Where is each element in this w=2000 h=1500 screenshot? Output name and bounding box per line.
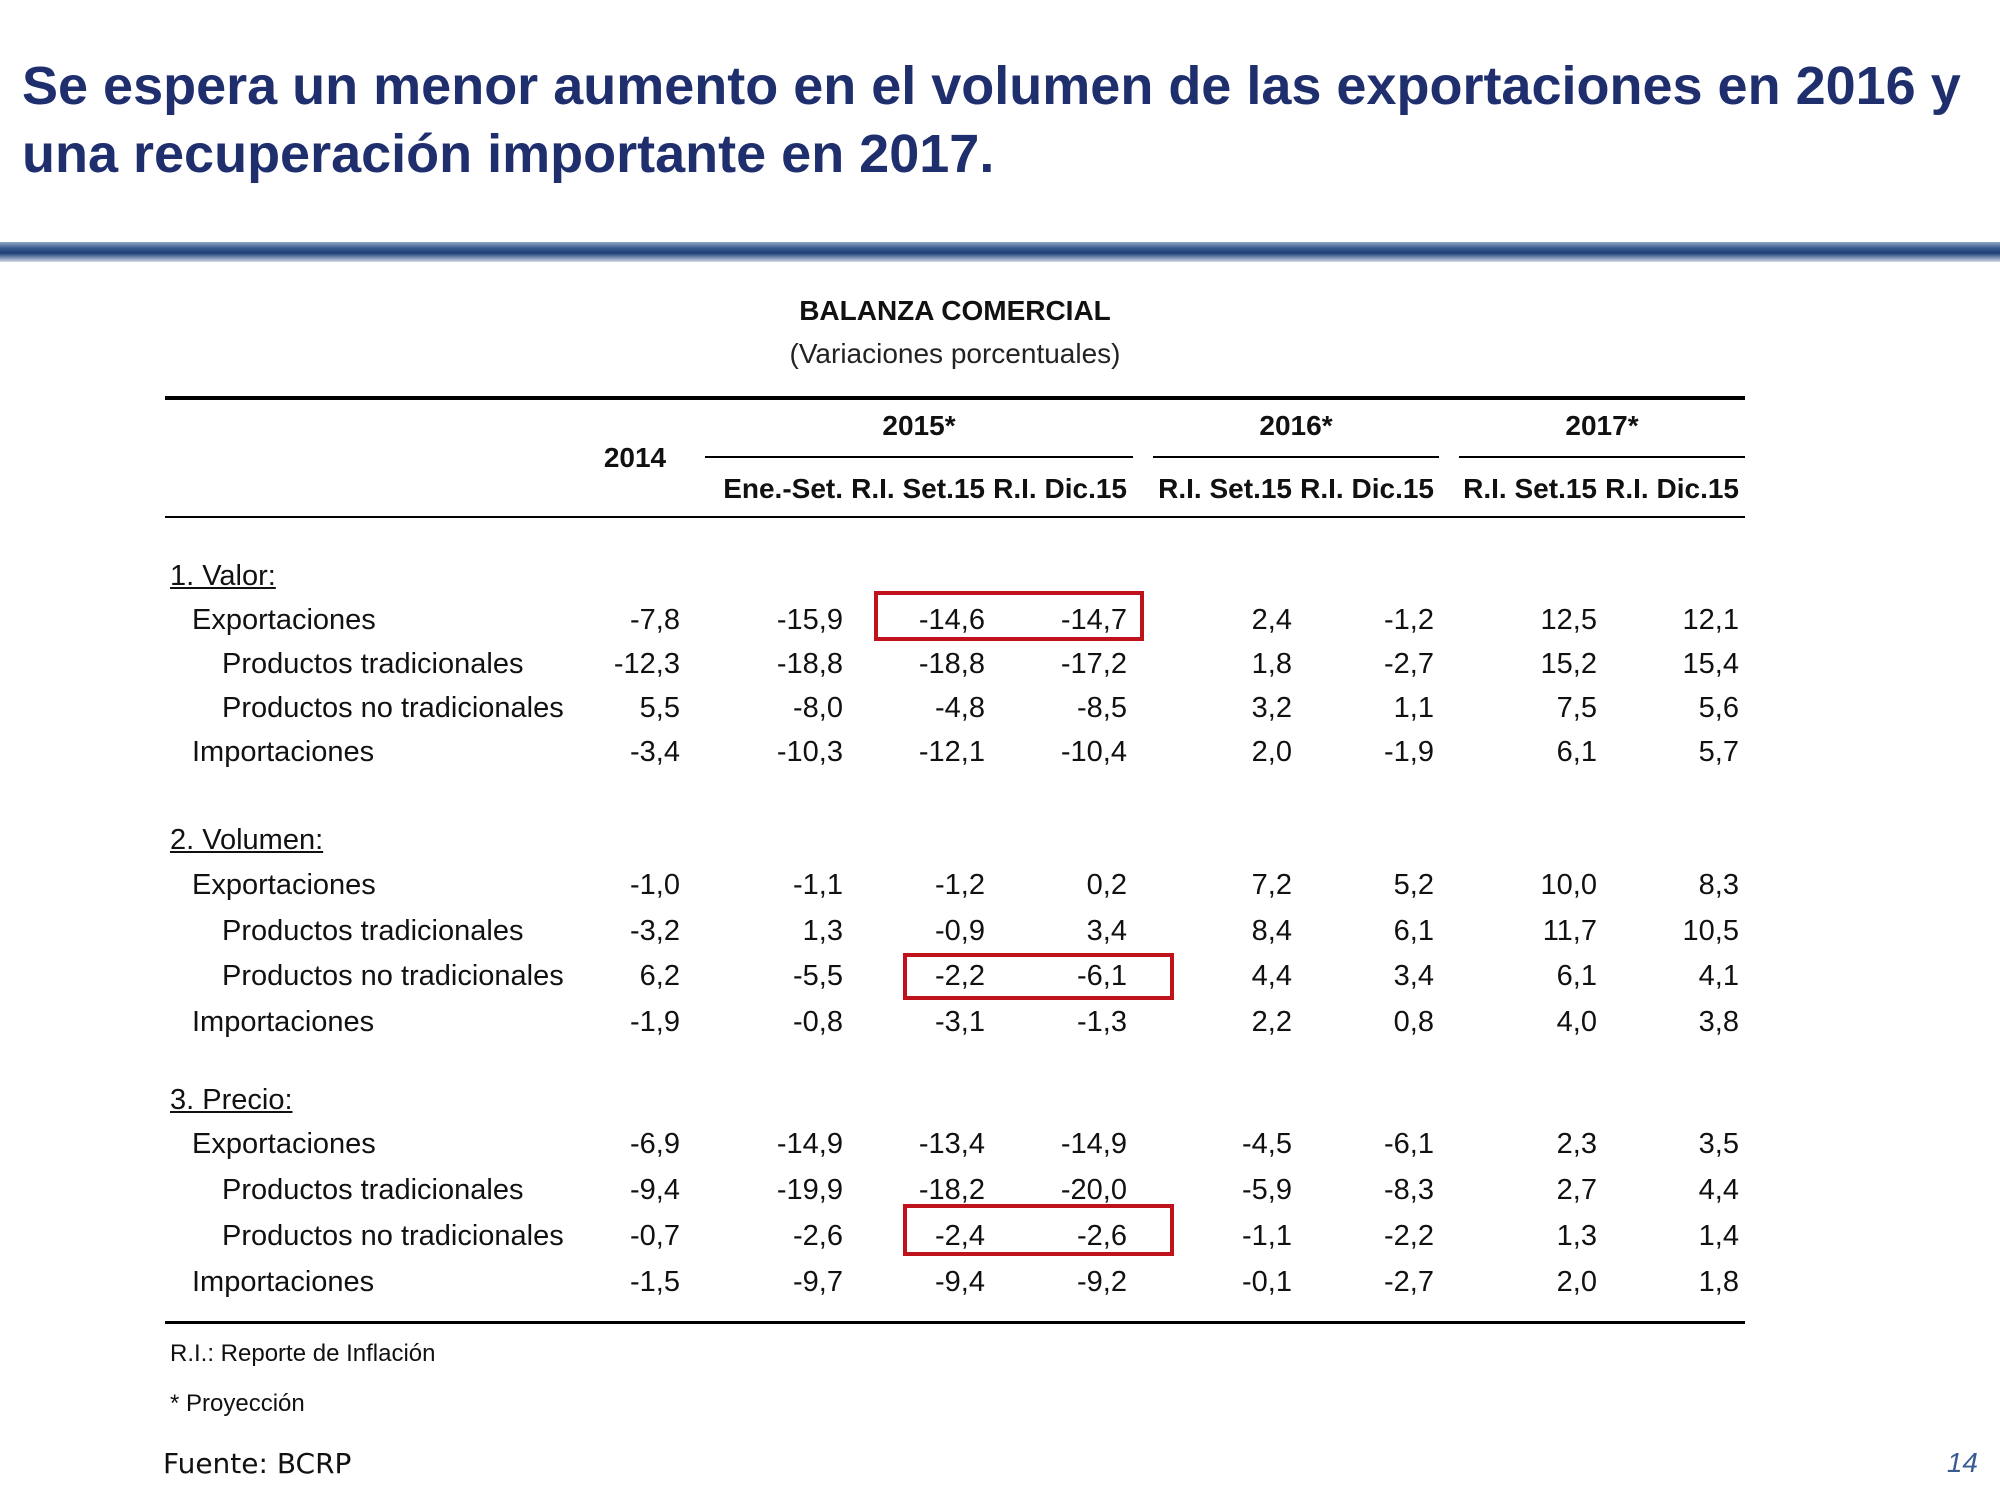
value-cell: -4,5	[1242, 1128, 1292, 1160]
value-cell: -0,1	[1242, 1266, 1292, 1298]
value-cell: -1,2	[935, 869, 985, 901]
row-label: Importaciones	[192, 1005, 375, 1038]
row-label: Productos no tradicionales	[222, 960, 564, 992]
value-cell: 2,2	[1251, 1005, 1292, 1038]
table-row	[0, 1002, 1760, 1042]
row-label: Importaciones	[192, 736, 375, 768]
value-cell: 15,2	[1540, 648, 1597, 680]
value-cell: 1,3	[1556, 1220, 1597, 1252]
table-bottom-rule	[165, 1321, 1745, 1324]
table-row	[0, 1170, 1760, 1210]
value-cell: 3,4	[1393, 960, 1434, 992]
value-cell: 6,1	[1393, 914, 1434, 947]
value-cell: 7,2	[1251, 869, 1292, 901]
value-cell: -5,9	[1242, 1174, 1292, 1206]
footnote-proyeccion: * Proyección	[170, 1390, 305, 1417]
value-cell: 2,0	[1556, 1266, 1597, 1298]
header-2015: 2015*	[882, 410, 956, 441]
value-cell: -14,7	[1060, 604, 1127, 636]
subheader-ri-set15-2016: R.I. Set.15	[1158, 473, 1292, 504]
row-label: Productos tradicionales	[222, 1174, 524, 1206]
value-cell: -1,1	[1242, 1220, 1292, 1252]
table-row	[0, 1124, 1760, 1164]
value-cell: -18,8	[918, 648, 985, 680]
value-cell: -20,0	[1060, 1174, 1127, 1206]
header-2016: 2016*	[1259, 410, 1333, 441]
value-cell: -0,8	[793, 1005, 843, 1038]
value-cell: -6,9	[630, 1128, 680, 1160]
row-label: Exportaciones	[192, 1128, 376, 1160]
value-cell: 7,5	[1556, 692, 1597, 724]
value-cell: 4,1	[1698, 960, 1739, 992]
value-cell: 1,3	[802, 914, 843, 947]
value-cell: 15,4	[1682, 648, 1739, 680]
value-cell: -0,9	[935, 914, 985, 947]
value-cell: -9,4	[630, 1174, 680, 1206]
value-cell: -10,3	[776, 736, 843, 768]
section-label: 3. Precio:	[170, 1084, 293, 1116]
value-cell: -1,1	[793, 869, 843, 901]
section-label: 2. Volumen:	[170, 824, 324, 856]
value-cell: 10,0	[1540, 869, 1597, 901]
value-cell: -14,9	[776, 1128, 843, 1160]
table-row	[0, 688, 1760, 728]
value-cell: -12,3	[613, 648, 680, 680]
value-cell: 6,1	[1556, 736, 1597, 768]
value-cell: -17,2	[1060, 648, 1127, 680]
table-row	[0, 1216, 1760, 1256]
subheader-ri-dic15-2017: R.I. Dic.15	[1605, 473, 1739, 504]
slide-title: Se espera un menor aumento en el volumen de las exportaciones en 2016 y una recuperación importante en 2017.	[22, 56, 1961, 184]
value-cell: -2,2	[935, 960, 985, 992]
group-rule-2016	[1153, 456, 1439, 458]
value-cell: -1,0	[630, 869, 680, 901]
highlight-box-precio-no-tradicionales	[903, 1204, 1174, 1256]
value-cell: 6,1	[1556, 960, 1597, 992]
value-cell: -13,4	[918, 1128, 985, 1160]
value-cell: -15,9	[776, 604, 843, 636]
table-row	[0, 1262, 1760, 1302]
row-label: Productos tradicionales	[222, 914, 524, 947]
value-cell: -3,2	[630, 914, 680, 947]
value-cell: -2,2	[1384, 1220, 1434, 1252]
source-note: Fuente: BCRP	[163, 1447, 352, 1480]
value-cell: 5,7	[1698, 736, 1739, 768]
value-cell: -8,0	[793, 692, 843, 724]
value-cell: -2,6	[1077, 1220, 1127, 1252]
value-cell: -7,8	[630, 604, 680, 636]
row-label: Productos no tradicionales	[222, 692, 564, 724]
value-cell: -8,3	[1384, 1174, 1434, 1206]
subheader-ri-set15-2015: R.I. Set.15	[851, 473, 985, 504]
value-cell: 2,4	[1251, 604, 1292, 636]
footnote-ri: R.I.: Reporte de Inflación	[170, 1340, 436, 1367]
value-cell: 4,4	[1698, 1174, 1739, 1206]
value-cell: 2,0	[1251, 736, 1292, 768]
row-label: Exportaciones	[192, 604, 376, 636]
value-cell: -9,4	[935, 1266, 985, 1298]
value-cell: 1,8	[1698, 1266, 1739, 1298]
value-cell: 1,1	[1393, 692, 1434, 724]
group-rule-2015	[705, 456, 1133, 458]
table-row	[0, 911, 1760, 951]
title-divider	[0, 242, 2000, 262]
value-cell: -14,9	[1060, 1128, 1127, 1160]
value-cell: -10,4	[1060, 736, 1127, 768]
value-cell: 4,0	[1556, 1005, 1597, 1038]
row-label: Productos tradicionales	[222, 648, 524, 680]
value-cell: -3,4	[630, 736, 680, 768]
table-subheading: (Variaciones porcentuales)	[789, 338, 1121, 369]
value-cell: -9,2	[1077, 1266, 1127, 1298]
highlight-box-volumen-no-tradicionales	[903, 953, 1174, 1000]
value-cell: 8,4	[1251, 914, 1292, 947]
value-cell: 11,7	[1542, 914, 1597, 947]
value-cell: 5,6	[1698, 692, 1739, 724]
row-label: Exportaciones	[192, 869, 376, 901]
value-cell: 3,5	[1698, 1128, 1739, 1160]
subheader-ene-set: Ene.-Set.	[723, 473, 843, 504]
value-cell: -6,1	[1077, 960, 1127, 992]
value-cell: 2,3	[1556, 1128, 1597, 1160]
highlight-box-valor-exportaciones	[874, 591, 1144, 641]
table-row	[0, 865, 1760, 905]
page-number: 14	[1946, 1447, 1978, 1478]
value-cell: 3,4	[1086, 914, 1127, 947]
value-cell: 0,2	[1086, 869, 1127, 901]
value-cell: 0,8	[1393, 1005, 1434, 1038]
value-cell: -19,9	[776, 1174, 843, 1206]
value-cell: -2,6	[793, 1220, 843, 1252]
value-cell: 3,2	[1251, 692, 1292, 724]
value-cell: -18,2	[918, 1174, 985, 1206]
value-cell: 1,4	[1698, 1220, 1739, 1252]
value-cell: -1,9	[1384, 736, 1434, 768]
value-cell: -12,1	[918, 736, 985, 768]
value-cell: -3,1	[935, 1005, 985, 1038]
value-cell: -9,7	[793, 1266, 843, 1298]
value-cell: -2,7	[1384, 1266, 1434, 1298]
subheader-ri-dic15-2016: R.I. Dic.15	[1300, 473, 1434, 504]
table-row	[0, 956, 1760, 996]
value-cell: -1,9	[630, 1005, 680, 1038]
subheader-ri-dic15-2015: R.I. Dic.15	[993, 473, 1127, 504]
value-cell: -8,5	[1077, 692, 1127, 724]
value-cell: -6,1	[1384, 1128, 1434, 1160]
value-cell: 8,3	[1698, 869, 1739, 901]
value-cell: 10,5	[1682, 914, 1739, 947]
table-top-rule	[165, 396, 1745, 400]
table-heading: BALANZA COMERCIAL	[799, 295, 1111, 326]
value-cell: -2,7	[1384, 648, 1434, 680]
value-cell: -1,3	[1077, 1005, 1127, 1038]
subheader-ri-set15-2017: R.I. Set.15	[1463, 473, 1597, 504]
value-cell: 6,2	[639, 960, 680, 992]
header-2017: 2017*	[1565, 410, 1639, 441]
value-cell: 12,1	[1682, 604, 1739, 636]
value-cell: 1,8	[1251, 648, 1292, 680]
value-cell: 3,8	[1698, 1005, 1739, 1038]
value-cell: 5,5	[639, 692, 680, 724]
header-2014: 2014	[603, 442, 667, 473]
value-cell: -5,5	[793, 960, 843, 992]
header-bottom-rule	[165, 516, 1745, 518]
row-label: Importaciones	[192, 1266, 375, 1298]
section-label: 1. Valor:	[170, 560, 276, 592]
value-cell: -1,2	[1384, 604, 1434, 636]
value-cell: 12,5	[1540, 604, 1597, 636]
value-cell: -0,7	[630, 1220, 680, 1252]
value-cell: -14,6	[918, 604, 985, 636]
value-cell: -2,4	[935, 1220, 985, 1252]
row-label: Productos no tradicionales	[222, 1220, 564, 1252]
table-row	[0, 644, 1760, 684]
value-cell: 4,4	[1251, 960, 1292, 992]
value-cell: 2,7	[1556, 1174, 1597, 1206]
group-rule-2017	[1459, 456, 1745, 458]
value-cell: -4,8	[935, 692, 985, 724]
table-row	[0, 732, 1760, 772]
value-cell: -1,5	[630, 1266, 680, 1298]
value-cell: -18,8	[776, 648, 843, 680]
value-cell: 5,2	[1393, 869, 1434, 901]
